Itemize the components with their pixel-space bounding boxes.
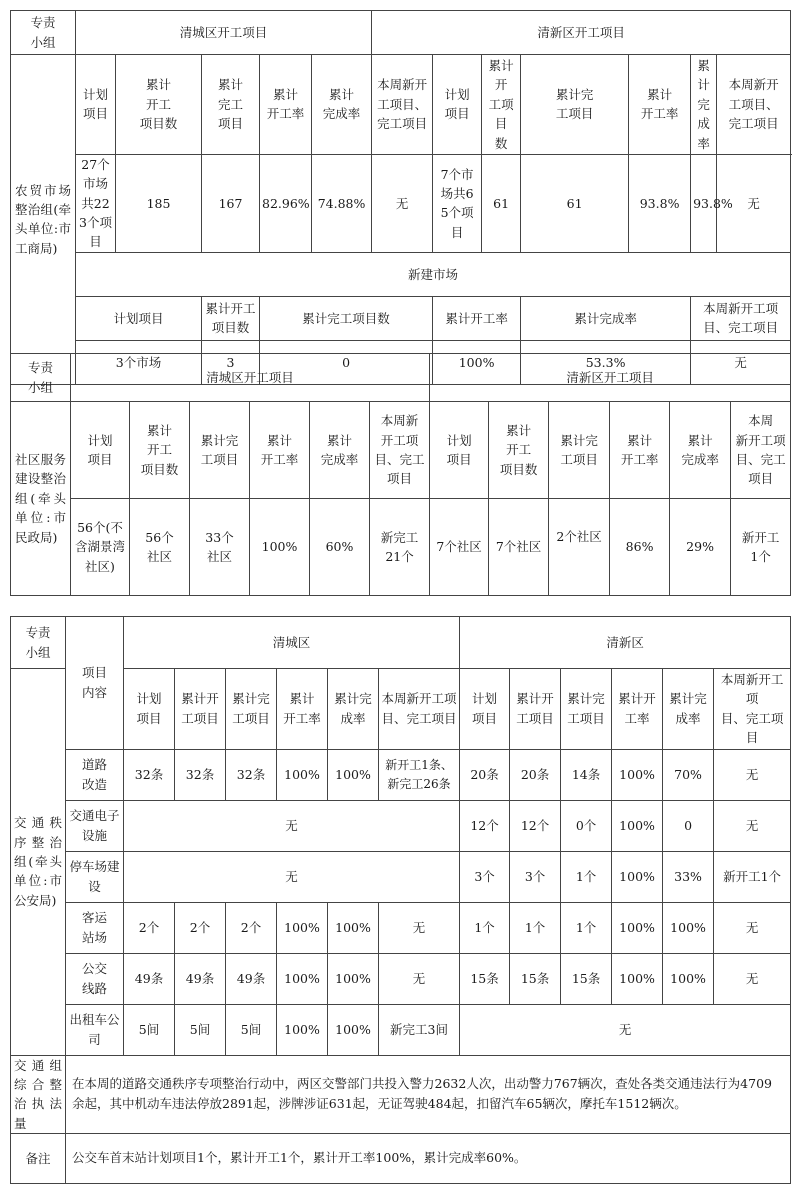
table-row bbox=[11, 851, 791, 902]
qx-start-rate-value: 100% bbox=[612, 953, 663, 1004]
qc-weekly-value: 无 bbox=[379, 902, 460, 953]
col-completed-count: 累计 完工 项目 bbox=[202, 55, 260, 155]
group-name: 交通秩序整治组(牵头单位:市公安局) bbox=[11, 669, 66, 1056]
col-started-count: 累计 开工 项目数 bbox=[130, 402, 190, 499]
qx-plan-value: 15条 bbox=[460, 953, 510, 1004]
qc-plan-value: 56个(不含湖景湾社区) bbox=[71, 499, 130, 596]
qc-plan-value: 32条 bbox=[124, 749, 175, 800]
qc-started-value: 185 bbox=[116, 154, 202, 252]
qingcheng-header: 清城区开工项目 bbox=[76, 11, 372, 55]
qc-weekly-value: 新完工3间 bbox=[379, 1004, 460, 1055]
community-service-table bbox=[10, 353, 791, 596]
qingcheng-header: 清城区 bbox=[124, 617, 460, 669]
col-weekly: 本周新 开工项 目、完工 项目 bbox=[370, 402, 430, 499]
col-started-count: 累计 开工 项目数 bbox=[116, 55, 202, 155]
qx-col-completed-count: 累计完 工项目 bbox=[561, 669, 612, 750]
qc-completion-rate-value: 60% bbox=[310, 499, 370, 596]
group-name: 社区服务建设整治组(牵头单位:市民政局) bbox=[11, 402, 71, 596]
qc-start-rate-value: 82.96% bbox=[260, 154, 312, 252]
group-header: 专责 小组 bbox=[11, 617, 66, 669]
qx-completion-rate-value: 100% bbox=[663, 953, 714, 1004]
qc-start-rate-value: 100% bbox=[250, 499, 310, 596]
col-completion-rate: 累计 完成率 bbox=[312, 55, 372, 155]
qx-plan-value: 20条 bbox=[460, 749, 510, 800]
qx-completion-rate-value: 0 bbox=[663, 800, 714, 851]
new-start-rate-value: 100% bbox=[433, 340, 521, 384]
group-header: 专责 小组 bbox=[11, 11, 76, 55]
qc-completed-value: 5间 bbox=[226, 1004, 277, 1055]
qx-completed-value: 61 bbox=[521, 154, 629, 252]
qc-start-rate-value: 100% bbox=[277, 1004, 328, 1055]
law-text: 在本周的道路交通秩序专项整治行动中，两区交警部门共投入警力2632人次，出动警力767辆次，查处各类交通违法行为4709余起，其中机动车违法停放2891起，涉牌涉证631起，无证驾驶484起，扣留汽车65辆次，摩托车1512辆次。 bbox=[66, 1055, 791, 1134]
col-start-rate: 累计 开工率 bbox=[277, 669, 328, 750]
qx-started-value: 7个社区 bbox=[489, 499, 549, 596]
qc-completion-rate-value: 100% bbox=[328, 902, 379, 953]
note-label: 备注 bbox=[11, 1134, 66, 1184]
col-completion-rate: 累计完 成率 bbox=[328, 669, 379, 750]
qc-weekly-value: 新完工21个 bbox=[370, 499, 430, 596]
qx-plan-value: 7个市场共65个项目 bbox=[433, 154, 482, 252]
new-market-title: 新建市场 bbox=[76, 252, 791, 296]
col-weekly: 本周新开 工项目、 完工项目 bbox=[372, 55, 433, 155]
qc-start-rate-value: 100% bbox=[277, 749, 328, 800]
qx-completed-value: 15条 bbox=[561, 953, 612, 1004]
col-weekly: 本周新开工项 目、完工项目 bbox=[379, 669, 460, 750]
col-start-rate: 累计 开工率 bbox=[260, 55, 312, 155]
new-weekly-value: 无 bbox=[691, 340, 791, 384]
qx-completed-value: 2个社区 bbox=[549, 499, 610, 596]
qx-col-completed-count: 累计完 工项目 bbox=[521, 55, 629, 155]
qc-completed-value: 2个 bbox=[226, 902, 277, 953]
qx-completed-value: 1个 bbox=[561, 851, 612, 902]
item-header: 项目 内容 bbox=[66, 617, 124, 750]
qx-started-value: 1个 bbox=[510, 902, 561, 953]
qx-col-weekly: 本周新开 工项目、 完工项目 bbox=[717, 55, 791, 155]
qx-col-completion-rate: 累计 完成率 bbox=[691, 55, 717, 155]
table-row bbox=[11, 800, 791, 851]
qx-completed-value: 1个 bbox=[561, 902, 612, 953]
qx-started-value: 61 bbox=[482, 154, 521, 252]
qc-plan-value: 27个市场共223个项目 bbox=[76, 154, 116, 252]
qx-plan-value: 1个 bbox=[460, 902, 510, 953]
qx-col-started-count: 累计 开工 项目数 bbox=[489, 402, 549, 499]
qingxin-header: 清新区 bbox=[460, 617, 791, 669]
qx-plan-value: 3个 bbox=[460, 851, 510, 902]
qc-plan-value: 5间 bbox=[124, 1004, 175, 1055]
qx-col-completion-rate: 累计完 成率 bbox=[663, 669, 714, 750]
table-row bbox=[11, 953, 791, 1004]
qx-start-rate-value: 100% bbox=[612, 851, 663, 902]
qc-completion-rate-value: 100% bbox=[328, 953, 379, 1004]
qx-started-value: 12个 bbox=[510, 800, 561, 851]
qx-col-start-rate: 累计 开工率 bbox=[629, 55, 691, 155]
qx-weekly-value: 无 bbox=[714, 749, 791, 800]
new-col-started: 累计开工项目数 bbox=[202, 296, 260, 340]
table-row bbox=[11, 902, 791, 953]
group-header: 专责 小组 bbox=[11, 354, 71, 402]
market-renovation-table bbox=[10, 10, 791, 385]
new-col-start-rate: 累计开工率 bbox=[433, 296, 521, 340]
qc-completion-rate-value: 74.88% bbox=[312, 154, 372, 252]
qx-weekly-value: 新开工1个 bbox=[731, 499, 791, 596]
qx-start-rate-value: 100% bbox=[612, 749, 663, 800]
qx-completed-value: 0个 bbox=[561, 800, 612, 851]
new-started-value: 3 bbox=[202, 340, 260, 384]
new-col-completed: 累计完工项目数 bbox=[260, 296, 433, 340]
qx-start-rate-value: 100% bbox=[612, 902, 663, 953]
table-row bbox=[11, 1004, 791, 1055]
qx-completion-rate-value: 100% bbox=[663, 902, 714, 953]
qx-weekly-value: 无 bbox=[717, 154, 791, 252]
table-row bbox=[11, 749, 791, 800]
qx-start-rate-value: 86% bbox=[610, 499, 670, 596]
qc-weekly-value: 无 bbox=[372, 154, 433, 252]
qx-col-plan: 计划 项目 bbox=[430, 402, 489, 499]
qx-completion-rate-value: 70% bbox=[663, 749, 714, 800]
qx-col-completion-rate: 累计 完成率 bbox=[670, 402, 731, 499]
qx-col-start-rate: 累计开 工率 bbox=[612, 669, 663, 750]
traffic-order-table bbox=[10, 616, 791, 1184]
row-item: 交通电子设施 bbox=[66, 800, 124, 851]
col-completion-rate: 累计 完成率 bbox=[310, 402, 370, 499]
col-plan: 计划 项目 bbox=[76, 55, 116, 155]
new-col-plan: 计划项目 bbox=[76, 296, 202, 340]
qx-col-weekly: 本周 新开工项 目、完工 项目 bbox=[731, 402, 791, 499]
row-item: 停车场建设 bbox=[66, 851, 124, 902]
col-plan: 计划 项目 bbox=[124, 669, 175, 750]
qx-col-plan: 计划 项目 bbox=[460, 669, 510, 750]
qx-started-value: 20条 bbox=[510, 749, 561, 800]
qx-started-value: 3个 bbox=[510, 851, 561, 902]
new-col-weekly: 本周新开工项目、完工项目 bbox=[691, 296, 791, 340]
qx-weekly-value: 无 bbox=[714, 902, 791, 953]
group-name: 农贸市场整治组(牵头单位:市工商局) bbox=[11, 55, 76, 385]
qx-col-plan: 计划 项目 bbox=[433, 55, 482, 155]
qx-plan-value: 12个 bbox=[460, 800, 510, 851]
qx-weekly-value: 无 bbox=[714, 953, 791, 1004]
row-item: 公交线路 bbox=[66, 953, 124, 1004]
qc-started-value: 49条 bbox=[175, 953, 226, 1004]
law-label: 交通组综合整治执法量 bbox=[11, 1055, 66, 1134]
row-item: 出租车公司 bbox=[66, 1004, 124, 1055]
qc-completed-value: 167 bbox=[202, 154, 260, 252]
col-started-count: 累计开 工项目 bbox=[175, 669, 226, 750]
qc-plan-value: 49条 bbox=[124, 953, 175, 1004]
qx-completion-rate-value: 29% bbox=[670, 499, 731, 596]
qc-started-value: 2个 bbox=[175, 902, 226, 953]
qingxin-header: 清新区开工项目 bbox=[372, 11, 791, 55]
qc-completion-rate-value: 100% bbox=[328, 1004, 379, 1055]
qc-weekly-value: 无 bbox=[379, 953, 460, 1004]
qx-plan-value: 7个社区 bbox=[430, 499, 489, 596]
qx-col-weekly: 本周新开工项 目、完工项目 bbox=[714, 669, 791, 750]
qx-weekly-value: 新开工1个 bbox=[714, 851, 791, 902]
qx-none-value: 无 bbox=[460, 1004, 791, 1055]
qc-weekly-value: 新开工1条、新完工26条 bbox=[379, 749, 460, 800]
qc-started-value: 32条 bbox=[175, 749, 226, 800]
new-col-completion-rate: 累计完成率 bbox=[521, 296, 691, 340]
qx-col-started-count: 累计开 工项目 数 bbox=[482, 55, 521, 155]
qc-start-rate-value: 100% bbox=[277, 953, 328, 1004]
col-completed-count: 累计完 工项目 bbox=[190, 402, 250, 499]
qingcheng-header: 清城区开工项目 bbox=[71, 354, 430, 402]
new-completion-rate-value: 53.3% bbox=[521, 340, 691, 384]
qingxin-header: 清新区开工项目 bbox=[430, 354, 791, 402]
new-completed-value: 0 bbox=[260, 340, 433, 384]
qc-completion-rate-value: 100% bbox=[328, 749, 379, 800]
qx-completed-value: 14条 bbox=[561, 749, 612, 800]
qx-start-rate-value: 100% bbox=[612, 800, 663, 851]
qx-completion-rate-value: 33% bbox=[663, 851, 714, 902]
qx-completion-rate-value: 93.8% bbox=[691, 154, 717, 252]
qx-weekly-value: 无 bbox=[714, 800, 791, 851]
qc-started-value: 5间 bbox=[175, 1004, 226, 1055]
note-text: 公交车首末站计划项目1个，累计开工1个，累计开工率100%，累计完成率60%。 bbox=[66, 1134, 791, 1184]
qc-none-value: 无 bbox=[124, 800, 460, 851]
col-completed-count: 累计完 工项目 bbox=[226, 669, 277, 750]
qx-start-rate-value: 93.8% bbox=[629, 154, 691, 252]
col-plan: 计划 项目 bbox=[71, 402, 130, 499]
qc-completed-value: 33个社区 bbox=[190, 499, 250, 596]
row-item: 客运站场 bbox=[66, 902, 124, 953]
new-plan-value: 3个市场 bbox=[76, 340, 202, 384]
qc-plan-value: 2个 bbox=[124, 902, 175, 953]
row-item: 道路改造 bbox=[66, 749, 124, 800]
qx-col-start-rate: 累计 开工率 bbox=[610, 402, 670, 499]
qc-start-rate-value: 100% bbox=[277, 902, 328, 953]
qc-completed-value: 32条 bbox=[226, 749, 277, 800]
qc-started-value: 56个社区 bbox=[130, 499, 190, 596]
qc-none-value: 无 bbox=[124, 851, 460, 902]
col-start-rate: 累计 开工率 bbox=[250, 402, 310, 499]
qx-col-started-count: 累计开 工项目 bbox=[510, 669, 561, 750]
qx-col-completed-count: 累计完 工项目 bbox=[549, 402, 610, 499]
qc-completed-value: 49条 bbox=[226, 953, 277, 1004]
qx-started-value: 15条 bbox=[510, 953, 561, 1004]
